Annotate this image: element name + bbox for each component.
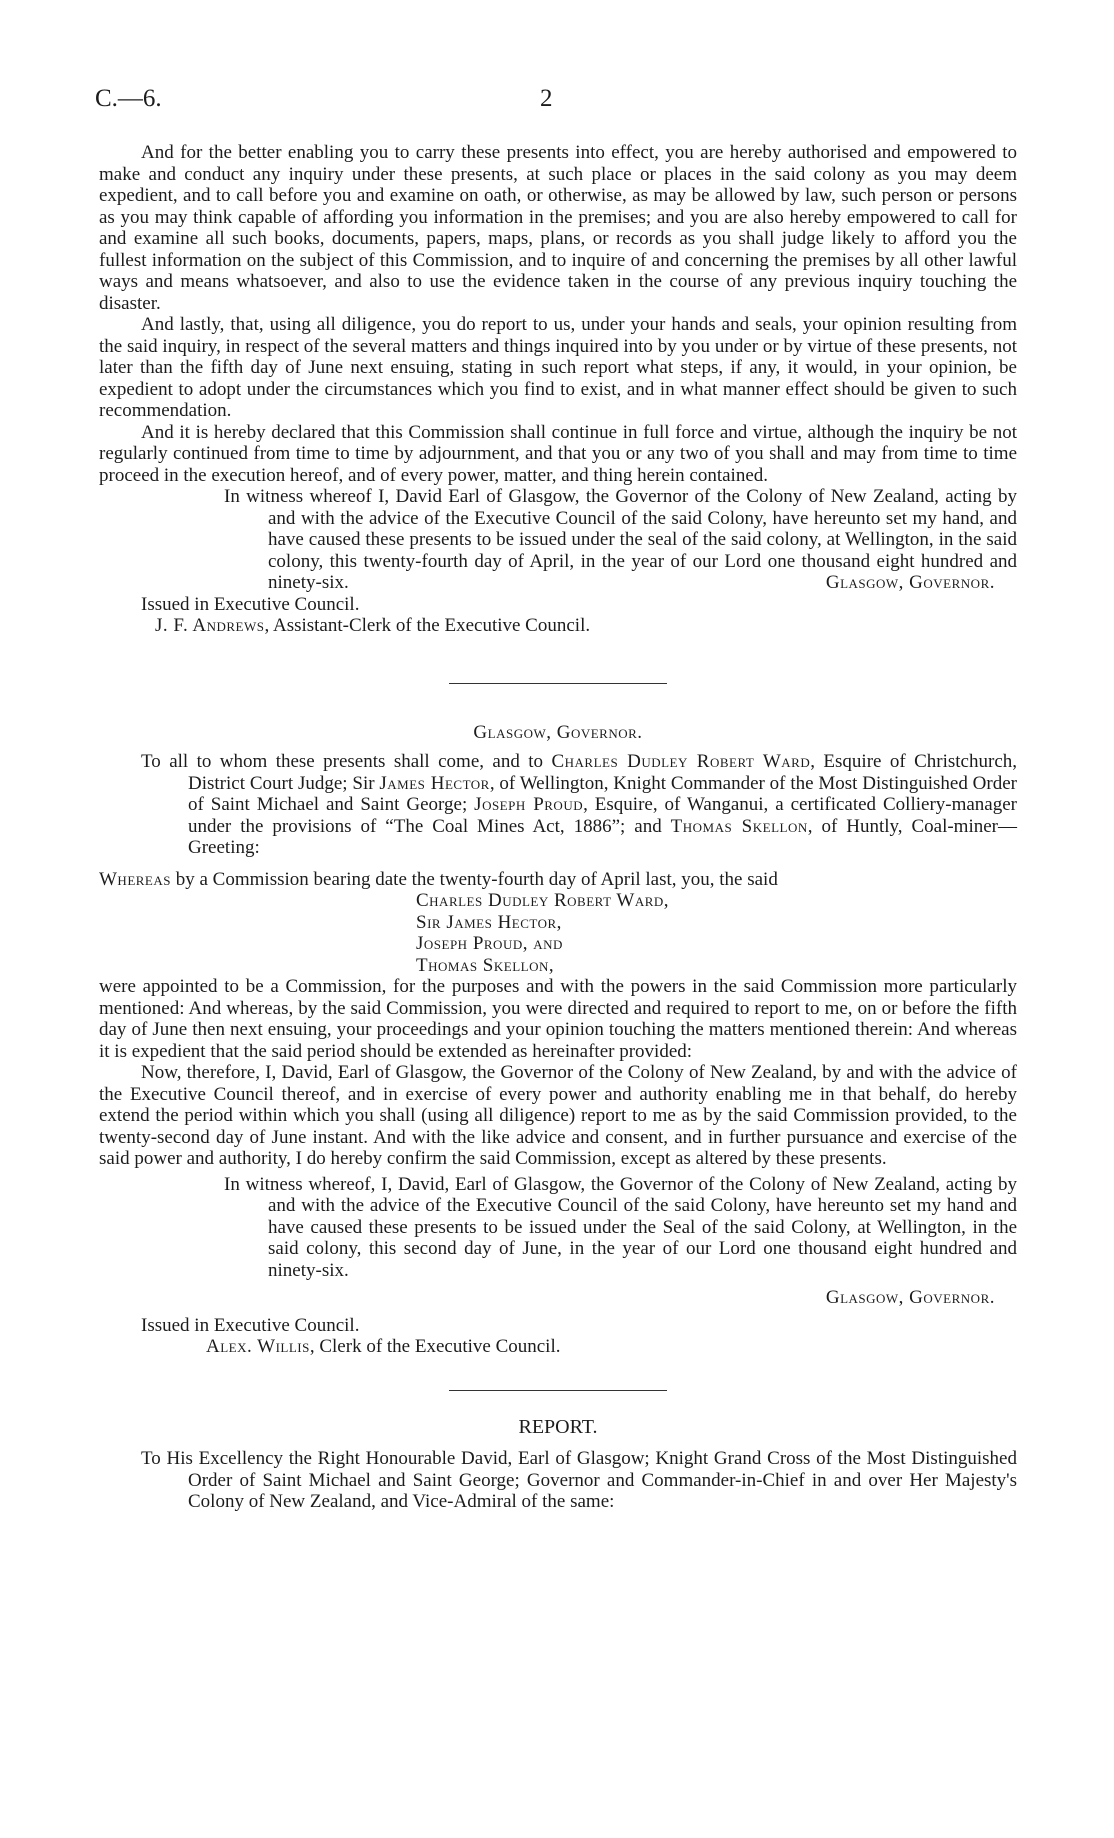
witness-clause-june: In witness whereof, I, David, Earl of Glasgow, the Governor of the Colony of New Zealand, acting by and with the advice of the Executive Council of the said Colony, have hereunto set my hand and have caused these presents to be issued under the Seal of the said Colony, at Wellington, in the said colony, this second day of June, in the year of our Lord one thousand eight hundred and ninety-six. — [224, 1173, 1017, 1281]
commissioner-names — [416, 890, 1017, 976]
clerk-name: J. F. Andrews — [155, 615, 265, 636]
governor-signature-april: Glasgow, Governor. — [825, 572, 995, 593]
commissioner-name: Joseph Proud, and — [416, 933, 563, 954]
witness-clause-april: In witness whereof I, David Earl of Glasgow, the Governor of the Colony of New Zealand, acting by and with the advice of the Executive Council of the said Colony, have hereunto set my hand, and have caused these presents to be issued under the seal of the said colony, at Wellington, in the said colony, this twenty-fourth day of April, in the year of our Lord one thousand eight hundred and ninety-six. — [224, 486, 1017, 593]
clerk-title: , Clerk of the Executive Council. — [309, 1336, 561, 1357]
document-body — [99, 142, 1017, 1513]
clerk-name: Alex. Willis — [206, 1336, 310, 1357]
issued-in-council-june: Issued in Executive Council. — [141, 1314, 360, 1336]
paragraph-continue-force: And it is hereby declared that this Commission shall continue in full force and virtue, although the inquiry be not regularly continued from time to time by adjournment, and that you or any two of you shall and may from time to time proceed in the execution hereof, and of every power, matter, and thing herein contained. — [99, 421, 1017, 486]
clerk-title: , Assistant-Clerk of the Executive Council. — [264, 615, 591, 636]
name-hector: James Hector — [379, 772, 490, 794]
commissioner-name: Thomas Skellon, — [416, 954, 555, 976]
name-ward: Charles Dudley Robert Ward — [551, 751, 811, 772]
section-divider — [449, 1390, 667, 1391]
section-divider — [449, 683, 667, 684]
governor-signature-june: Glasgow, Governor. — [825, 1287, 995, 1308]
governor-heading: Glasgow, Governor. — [473, 721, 643, 743]
paragraph-report-duty: And lastly, that, using all diligence, you do report to us, under your hands and seals, your opinion resulting from the said inquiry, in respect of the several matters and things inquired into by you under or by virtue of these presents, not later than the fifth day of June next ensuing, stating in such report what steps, if any, it would, in your opinion, be expedient to adopt under the circumstances which you find to exist, and in what manner effect should be given to such recommendation. — [99, 314, 1017, 421]
name-proud: Joseph Proud — [474, 794, 584, 815]
report-title: REPORT. — [518, 1415, 598, 1438]
whereas-clause: Whereas by a Commission bearing date the twenty-fourth day of April last, you, the said — [99, 868, 778, 890]
whereas-word: Whereas — [99, 868, 171, 890]
report-address: To His Excellency the Right Honourable David, Earl of Glasgow; Knight Grand Cross of the Most Distinguished Order of Saint Michael and Saint George; Governor and Commander-in-Chief in and over Her Majesty's Colony of New Zealand, and Vice-Admiral of the same: — [141, 1448, 1017, 1512]
paragraph-appointed: were appointed to be a Commission, for the purposes and with the powers in the said Commission more particularly mentioned: And whereas, by the said Commission, you were directed and required to report to me, on or before the fifth day of June then next ensuing, your proceedings and your opinion touching the matters mentioned therein: And whereas it is expedient that the said period should be extended as hereinafter provided: — [99, 976, 1017, 1062]
name-skellon: Thomas Skellon — [670, 815, 808, 837]
paragraph-now-therefore: Now, therefore, I, David, Earl of Glasgow, the Governor of the Colony of New Zealand, by and with the advice of the Executive Council thereof, and in exercise of every power and authority enabling me in that behalf, do hereby extend the period within which you shall (using all diligence) report to me as by the said Commission provided, to the twenty-second day of June instant. And with the like advice and consent, and in further pursuance and exercise of the said power and authority, I do hereby confirm the said Commission, except as altered by these presents. — [99, 1062, 1017, 1169]
commissioner-name: Charles Dudley Robert Ward, — [416, 890, 670, 911]
paragraph-authority: And for the better enabling you to carry these presents into effect, you are hereby authorised and empowered to make and conduct any inquiry under these presents, at such place or places in the said colony as you may deem expedient, and to call before you and examine on oath, or otherwise, as may be allowed by law, such person or persons as you may think capable of affording you information in the premises; and you are also hereby empowered to call for and examine all such books, documents, papers, maps, plans, or records as you shall judge likely to afford you the fullest information on the subject of this Commission, and to inquire of and concerning the premises by all other lawful ways and means whatsoever, and also to use the evidence taken in the course of any previous inquiry touching the disaster. — [99, 142, 1017, 314]
commissioner-name: Sir James Hector, — [416, 911, 562, 933]
issued-in-council-april: Issued in Executive Council. — [141, 593, 360, 615]
clerk-signature-june — [206, 1336, 1017, 1358]
address-greeting: To all to whom these presents shall come, and to Charles Dudley Robert Ward, Esquire of Christchurch, District Court Judge; Sir James Hector, of Wellington, Knight Commander of the Most Distinguished Order of Saint Michael and Saint George; Joseph Proud, Esquire, of Wanganui, a certificated Colliery-manager under the provisions of “The Coal Mines Act, 1886”; and Thomas Skellon, of Huntly, Coal-miner—Greeting: — [141, 751, 1017, 858]
document-reference: C.—6. — [95, 85, 162, 112]
page-number: 2 — [540, 85, 553, 112]
clerk-signature-april — [155, 615, 1017, 637]
